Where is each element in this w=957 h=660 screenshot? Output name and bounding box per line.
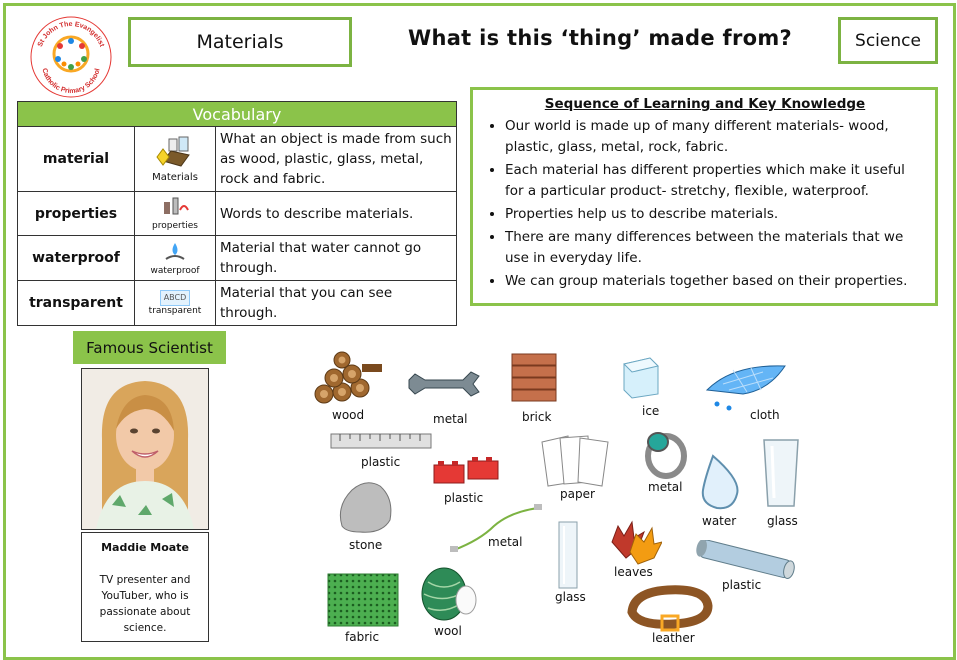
material-label-plastic: plastic — [444, 491, 484, 505]
vocab-row — [18, 281, 457, 326]
leaves-illustration — [604, 512, 662, 568]
paper-illustration — [538, 432, 618, 488]
vocabulary-heading: Vocabulary — [18, 102, 457, 127]
vocab-term: material — [18, 127, 135, 192]
glass-tube-illustration — [556, 520, 582, 590]
list-item: • There are many differences between the materials that we use in everyday life. — [505, 227, 927, 269]
scientist-bio — [81, 532, 209, 642]
list-item: • Properties help us to describe materials. — [505, 204, 927, 225]
properties-icon — [160, 196, 190, 218]
material-label-glass: glass — [555, 590, 586, 604]
vocab-picture — [135, 281, 216, 326]
material-label-wool: wool — [434, 624, 462, 638]
scientist-photo — [81, 368, 209, 530]
vocab-term: properties — [18, 192, 135, 236]
ring-illustration — [640, 424, 690, 480]
water-drop-icon — [160, 241, 190, 263]
material-label-metal: metal — [433, 412, 468, 426]
material-label-paper: paper — [560, 487, 595, 501]
material-label-cloth: cloth — [750, 408, 780, 422]
vocabulary-table — [17, 101, 457, 326]
vocab-picture-label: Materials — [152, 172, 198, 183]
material-label-fabric: fabric — [345, 630, 380, 644]
svg-text:Catholic Primary School: Catholic Primary School — [40, 67, 102, 96]
wood-logs-illustration — [312, 344, 384, 406]
list-item: • Each material has different properties which make it useful for a particular product- stretchy, flexible, waterproof. — [505, 160, 927, 202]
scientist-description: TV presenter and YouTuber, who is passionate about science. — [99, 574, 191, 634]
material-label-plastic: plastic — [722, 578, 762, 592]
vocab-term: waterproof — [18, 236, 135, 281]
brick-illustration — [508, 350, 560, 408]
wool-illustration — [414, 562, 480, 624]
scientist-name: Maddie Moate — [101, 541, 189, 554]
plastic-wrap-illustration — [690, 540, 802, 580]
wrench-illustration — [405, 358, 485, 403]
sequence-list — [483, 116, 927, 292]
vocab-definition: What an object is made from such as wood, plastic, glass, metal, rock and fabric. — [216, 127, 457, 192]
famous-scientist-label: Famous Scientist — [73, 331, 226, 364]
ice-cube-illustration — [618, 354, 662, 400]
list-item: • Our world is made up of many different materials- wood, plastic, glass, metal, rock, fabric. — [505, 116, 927, 158]
glass-cup-illustration — [760, 436, 802, 510]
vocab-definition: Material that water cannot go through. — [216, 236, 457, 281]
sequence-heading: Sequence of Learning and Key Knowledge — [544, 96, 866, 112]
vocab-picture-label: transparent — [148, 306, 202, 316]
vocab-row — [18, 236, 457, 281]
school-logo — [28, 14, 114, 100]
water-drop-illustration — [697, 452, 743, 512]
sequence-panel — [470, 87, 938, 306]
material-label-metal: metal — [488, 535, 523, 549]
vocab-picture-label: waterproof — [150, 265, 200, 276]
vocab-definition: Words to describe materials. — [216, 192, 457, 236]
material-label-brick: brick — [522, 410, 552, 424]
leather-belt-illustration — [624, 582, 714, 632]
vocab-row — [18, 127, 457, 192]
vocab-picture — [135, 236, 216, 281]
plastic-bricks-illustration — [430, 455, 502, 491]
vocab-definition: Material that you can see through. — [216, 281, 457, 326]
stone-illustration — [336, 476, 396, 536]
subject-label: Science — [838, 17, 938, 64]
material-label-metal: metal — [648, 480, 683, 494]
vocab-picture — [135, 127, 216, 192]
ruler-illustration — [330, 432, 432, 452]
material-label-ice: ice — [642, 404, 660, 418]
svg-text:St John The Evangelist: St John The Evangelist — [36, 20, 106, 48]
material-label-stone: stone — [349, 538, 383, 552]
vocab-row — [18, 192, 457, 236]
transparent-icon: ABCD — [160, 290, 190, 306]
material-label-water: water — [702, 514, 737, 528]
material-label-wood: wood — [332, 408, 365, 422]
material-label-leaves: leaves — [614, 565, 653, 579]
fabric-illustration — [326, 572, 400, 628]
material-label-leather: leather — [652, 631, 695, 645]
vocab-picture-label: properties — [152, 221, 198, 231]
vocab-term: transparent — [18, 281, 135, 326]
materials-icon — [155, 135, 195, 169]
material-label-plastic: plastic — [361, 455, 401, 469]
material-label-glass: glass — [767, 514, 798, 528]
page-question: What is this ‘thing’ made from? — [408, 26, 792, 50]
list-item: • We can group materials together based on their properties. — [505, 271, 927, 292]
topic-title: Materials — [128, 17, 352, 67]
vocab-picture — [135, 192, 216, 236]
